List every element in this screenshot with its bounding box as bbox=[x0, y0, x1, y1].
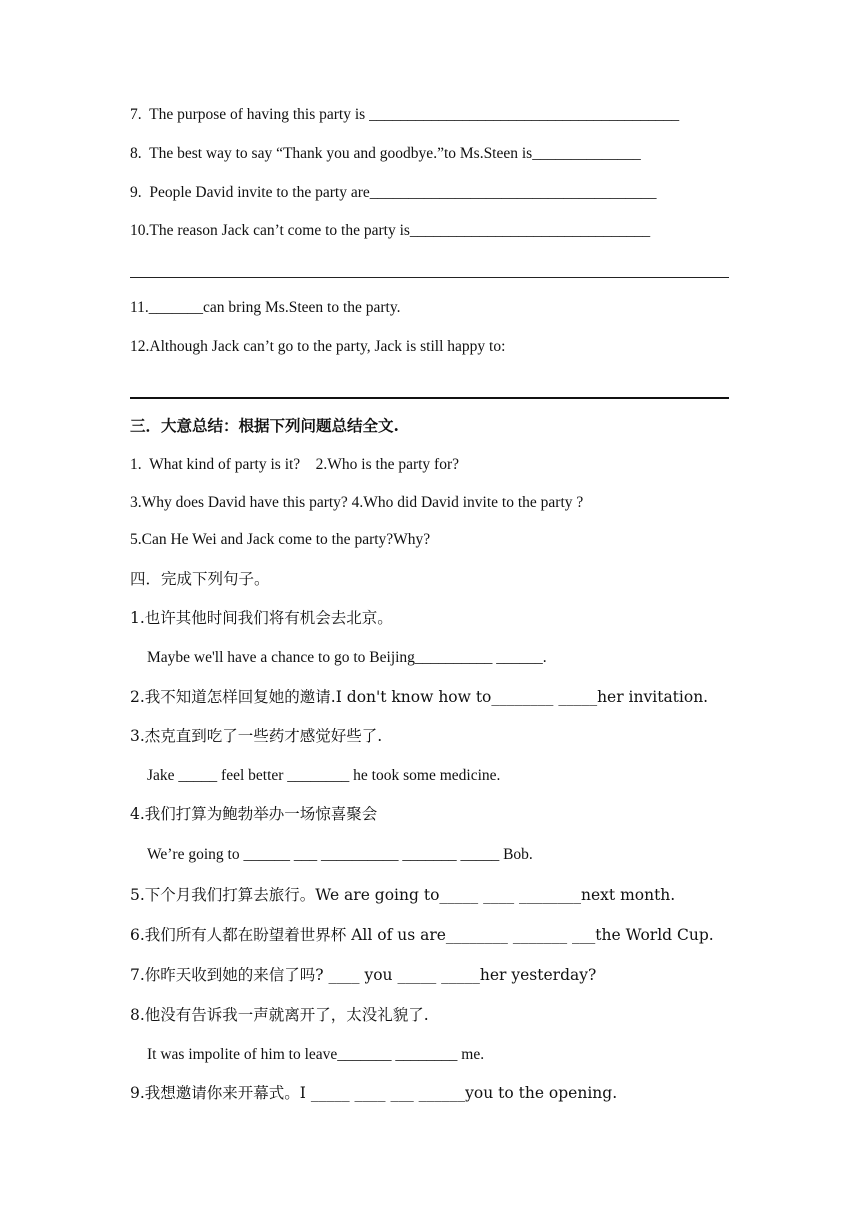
section-divider bbox=[130, 397, 729, 399]
answer-line bbox=[130, 277, 729, 278]
sentence-5: 5.下个月我们打算去旅行。We are going to_____ ____ ________next month. bbox=[130, 886, 676, 904]
question-7: 7. The purpose of having this party is ________________________________________ bbox=[130, 106, 680, 123]
sentence-3-chinese: 3.杰克直到吃了一些药才感觉好些了. bbox=[130, 727, 383, 745]
section-3-heading: 三．大意总结：根据下列问题总结全文. bbox=[130, 416, 399, 435]
summary-question-5: 5.Can He Wei and Jack come to the party?Why? bbox=[130, 531, 431, 548]
sentence-4-english: We’re going to ______ ___ __________ _______ _____ Bob. bbox=[147, 846, 533, 863]
sentence-4-chinese: 4.我们打算为鲍勃举办一场惊喜聚会 bbox=[130, 805, 378, 823]
sentence-1-chinese: 1.也许其他时间我们将有机会去北京。 bbox=[130, 609, 393, 627]
sentence-3-english: Jake _____ feel better ________ he took some medicine. bbox=[147, 767, 501, 784]
question-11: 11._______can bring Ms.Steen to the party. bbox=[130, 299, 401, 316]
question-8: 8. The best way to say “Thank you and goodbye.”to Ms.Steen is______________ bbox=[130, 145, 641, 162]
question-10: 10.The reason Jack can’t come to the party is_______________________________ bbox=[130, 222, 651, 239]
sentence-6: 6.我们所有人都在盼望着世界杯 All of us are________ _______ ___the World Cup. bbox=[130, 926, 714, 944]
question-9: 9. People David invite to the party are_____________________________________ bbox=[130, 184, 657, 201]
sentence-2: 2.我不知道怎样回复她的邀请.I don't know how to________ _____her invitation. bbox=[130, 688, 709, 706]
sentence-8-chinese: 8.他没有告诉我一声就离开了，太没礼貌了. bbox=[130, 1006, 429, 1024]
sentence-9: 9.我想邀请你来开幕式。I _____ ____ ___ ______you to the opening. bbox=[130, 1084, 618, 1102]
sentence-8-english: It was impolite of him to leave_______ ________ me. bbox=[147, 1046, 485, 1063]
question-12: 12.Although Jack can’t go to the party, Jack is still happy to: bbox=[130, 338, 506, 355]
section-4-heading: 四．完成下列句子。 bbox=[130, 570, 270, 588]
summary-question-3-4: 3.Why does David have this party? 4.Who did David invite to the party ? bbox=[130, 494, 584, 511]
sentence-1-english: Maybe we'll have a chance to go to Beijing__________ ______. bbox=[147, 649, 547, 666]
summary-question-1-2: 1. What kind of party is it? 2.Who is the party for? bbox=[130, 456, 460, 473]
sentence-7: 7.你昨天收到她的来信了吗? ____ you _____ _____her yesterday? bbox=[130, 966, 597, 984]
